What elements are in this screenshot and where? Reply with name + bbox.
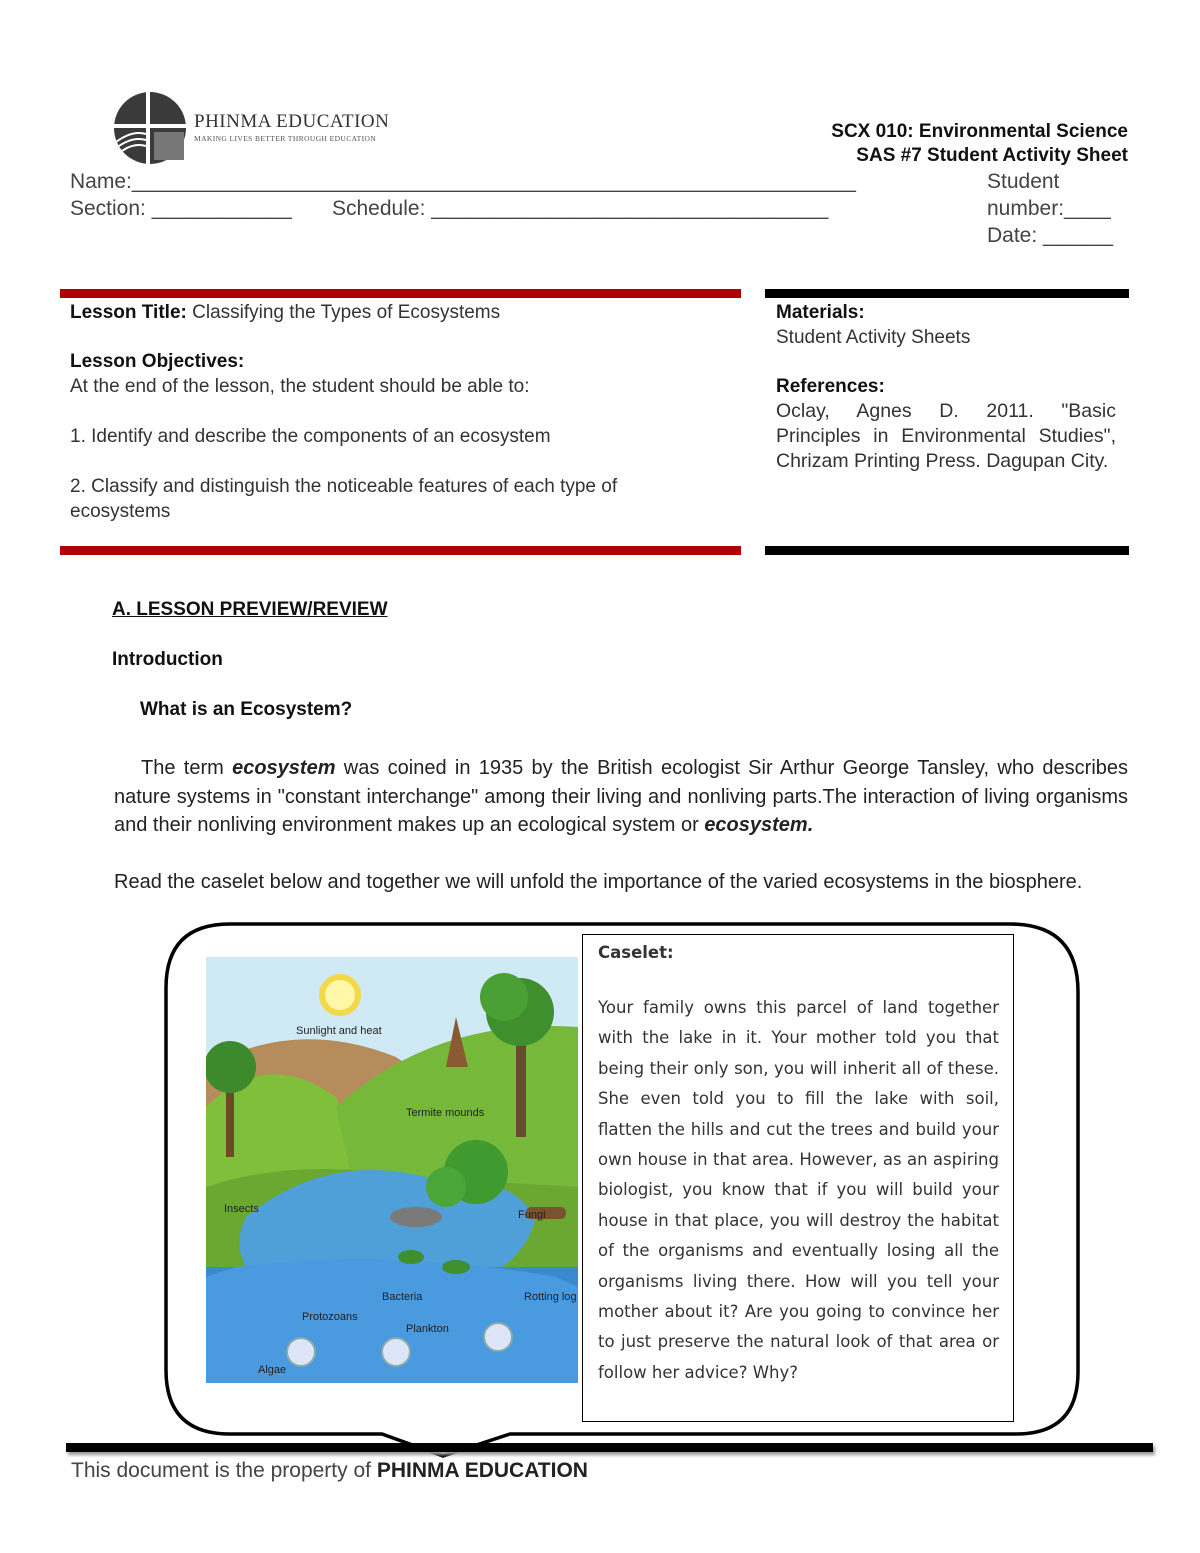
label-protozoans: Protozoans <box>302 1311 358 1323</box>
question-heading: What is an Ecosystem? <box>140 699 353 720</box>
references-label: References: <box>776 376 885 397</box>
section-field[interactable]: Section: ____________ <box>70 197 292 220</box>
date-field[interactable]: Date: ______ <box>987 224 1114 247</box>
p1-text-b: was coined in 1935 by the British ecologist Sir Arthur George Tansley, who describes nature systems in "constant interchange" among their living and nonliving parts.The interaction of living organisms and their nonliving environment makes up an ecological system or <box>114 757 1129 836</box>
logo-tagline: MAKING LIVES BETTER THROUGH EDUCATION <box>194 134 377 143</box>
lesson-title-label: Lesson Title: <box>70 302 187 323</box>
objective-1: 1. Identify and describe the components of an ecosystem <box>70 426 551 447</box>
objectives-label: Lesson Objectives: <box>70 351 245 372</box>
p1-text-a: The term <box>141 757 233 779</box>
intro-heading: Introduction <box>112 649 223 670</box>
p1-emphasis: ecosystem <box>232 757 336 779</box>
label-bacteria: Bacteria <box>382 1291 423 1303</box>
name-field[interactable]: Name:______________________________________________________________ <box>70 170 856 193</box>
label-insects: Insects <box>224 1203 259 1215</box>
label-algae: Algae <box>258 1364 287 1376</box>
section-heading: A. LESSON PREVIEW/REVIEW <box>112 599 388 620</box>
p1-emphasis-2: ecosystem. <box>704 814 814 836</box>
footer-owner: PHINMA EDUCATION <box>376 1459 588 1482</box>
materials-label: Materials: <box>776 302 865 323</box>
label-plankton: Plankton <box>406 1323 449 1335</box>
footer-text <box>71 1459 588 1483</box>
student-label: Student <box>987 170 1060 193</box>
paragraph-read-caselet: Read the caselet below and together we will unfold the importance of the varied ecosystems in the biosphere. <box>114 871 1083 893</box>
label-rotting-log: Rotting log <box>524 1291 577 1303</box>
schedule-field[interactable]: Schedule: __________________________________ <box>332 197 829 220</box>
references-value: Oclay, Agnes D. 2011. "Basic Principles in Environmental Studies", Chrizam Printing Press. Dagupan City. <box>776 400 1116 472</box>
label-sunlight: Sunlight and heat <box>296 1025 382 1037</box>
label-termite: Termite mounds <box>406 1107 485 1119</box>
sheet-title: SAS #7 Student Activity Sheet <box>856 145 1128 166</box>
label-fungi: Fungi <box>518 1209 546 1221</box>
student-number-field[interactable]: number:____ <box>987 197 1111 220</box>
logo-name: PHINMA EDUCATION <box>194 111 390 132</box>
caselet-box <box>582 934 1014 1422</box>
lesson-title-value: Classifying the Types of Ecosystems <box>186 302 501 323</box>
caselet-label: Caselet: <box>598 943 674 962</box>
materials-value: Student Activity Sheets <box>776 327 971 348</box>
caselet-text: Your family owns this parcel of land together with the lake in it. Your mother told you that being their only son, you will inherit all of these. She even told you to fill the lake with soil, flatten the hills and cut the trees and build your own house in that area. However, as an aspiring biologist, you know that if you will build your house in that place, you will destroy the habitat of the organisms and eventually losing all the organisms living there. How will you tell your mother about it? Are you going to convince her to just preserve the natural look of that area or follow her advice? Why? <box>598 998 999 1382</box>
objective-2: 2. Classify and distinguish the noticeable features of each type of ecosystems <box>70 476 618 522</box>
objectives-intro: At the end of the lesson, the student should be able to: <box>70 376 530 397</box>
course-title: SCX 010: Environmental Science <box>831 121 1128 142</box>
ecosystem-diagram <box>206 957 578 1383</box>
footer-prefix: This document is the property of <box>71 1459 377 1482</box>
footer-rule <box>66 1443 1153 1452</box>
